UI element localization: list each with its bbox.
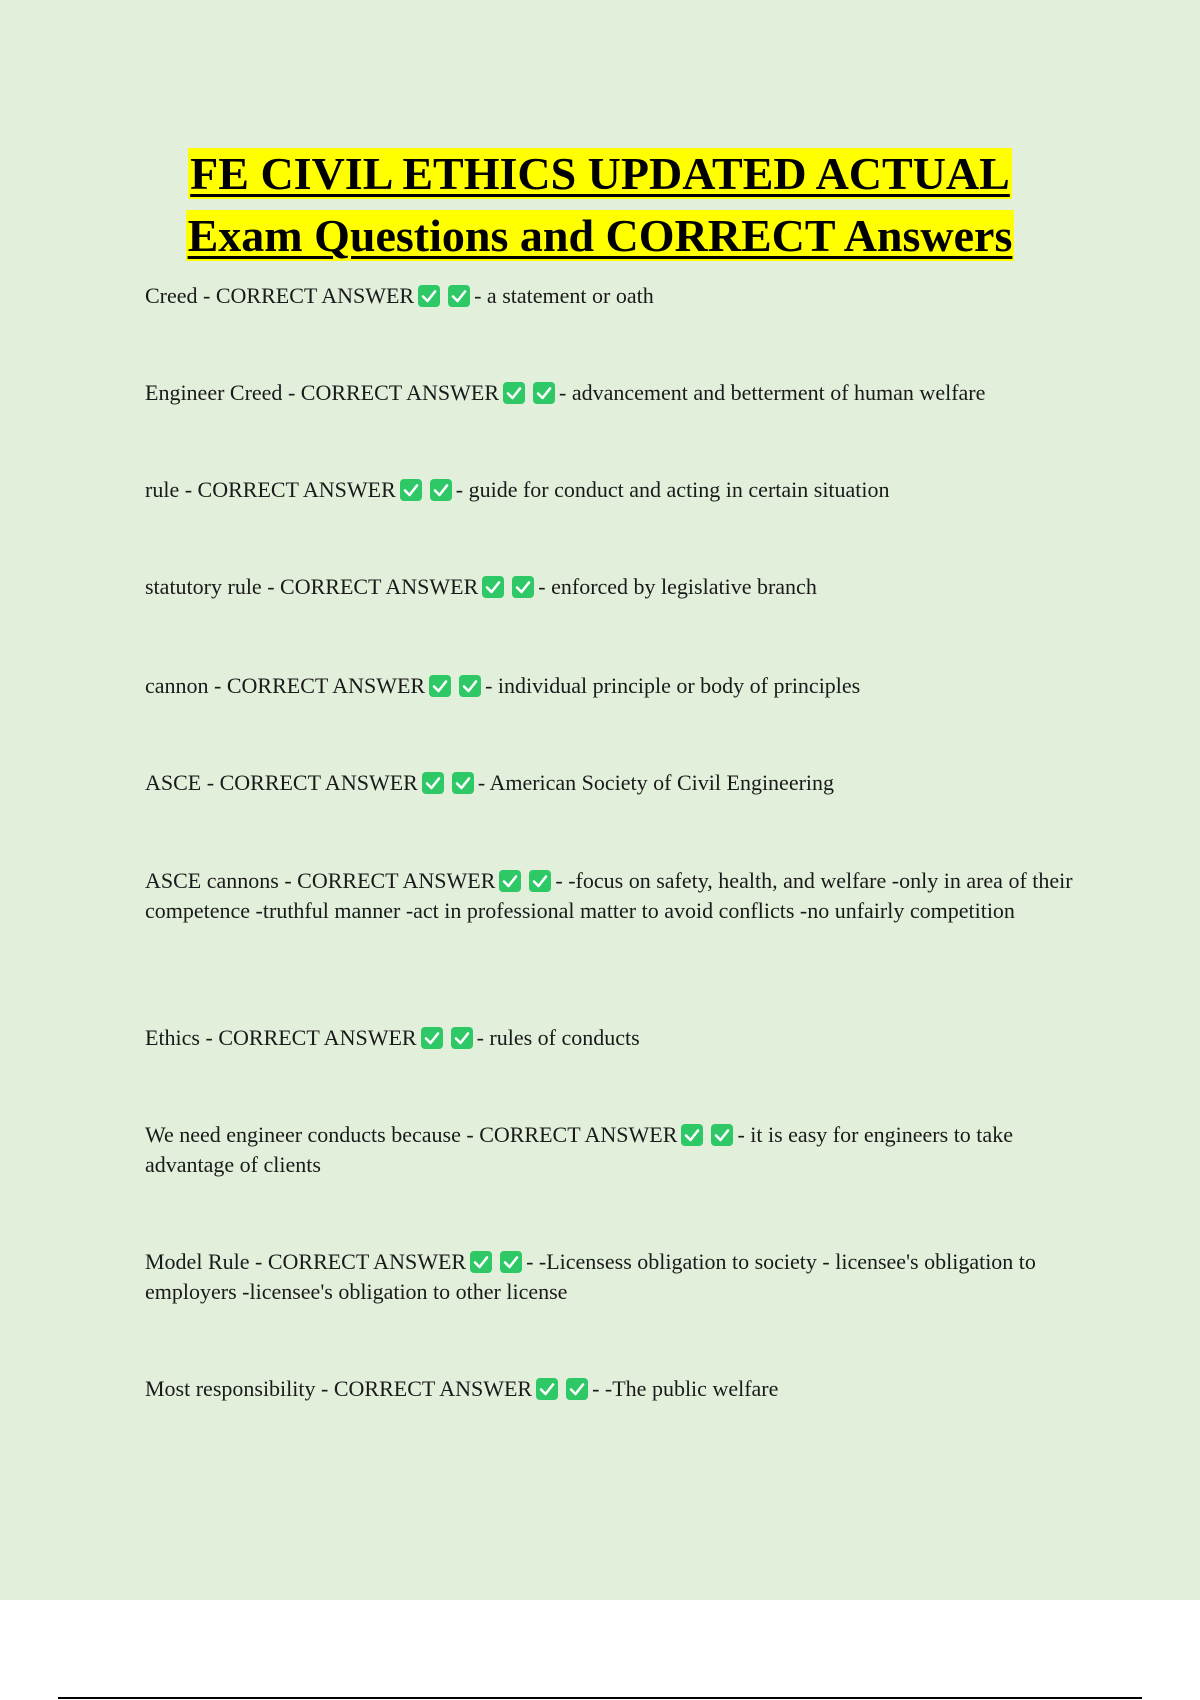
entry-marker: CORRECT ANSWER xyxy=(219,770,418,795)
qa-entry: cannon - CORRECT ANSWER - individual principle or body of principles xyxy=(145,673,861,698)
qa-entry: Ethics - CORRECT ANSWER - rules of conducts xyxy=(145,1025,640,1050)
check-box-icon xyxy=(512,576,534,598)
check-box-icon xyxy=(470,1251,492,1273)
entry-marker: CORRECT ANSWER xyxy=(215,283,415,308)
entry-marker: CORRECT ANSWER xyxy=(226,673,426,698)
entry-term: ASCE cannons xyxy=(145,868,279,893)
entry-answer: - -Licensess obligation to society - licensee's obligation to employers -licensee's obligation to other license xyxy=(145,1249,1036,1304)
title-line-1: FE CIVIL ETHICS UPDATED ACTUAL xyxy=(190,148,1010,199)
check-box-icon xyxy=(430,479,452,501)
check-box-icon xyxy=(452,772,474,794)
entry-answer: - American Society of Civil Engineering xyxy=(477,770,835,795)
check-box-icon xyxy=(451,1027,473,1049)
check-box-icon xyxy=(529,870,551,892)
check-box-icon xyxy=(422,772,444,794)
check-box-icon xyxy=(503,382,525,404)
entry-answer: - it is easy for engineers to take advantage of clients xyxy=(145,1122,1013,1177)
entry-marker: CORRECT ANSWER xyxy=(197,477,396,502)
qa-list xyxy=(145,281,1075,1434)
qa-entry: rule - CORRECT ANSWER - guide for conduct and acting in certain situation xyxy=(145,477,890,502)
entry-answer: - advancement and betterment of human welfare xyxy=(559,380,986,405)
document-title xyxy=(100,143,1100,267)
entry-term: Engineer Creed xyxy=(145,380,283,405)
check-box-icon xyxy=(533,382,555,404)
entry-term: We need engineer conducts because xyxy=(145,1122,461,1147)
qa-entry: Most responsibility - CORRECT ANSWER - -The public welfare xyxy=(145,1376,779,1401)
qa-entry: Model Rule - CORRECT ANSWER - -Licensess obligation to society - licensee's obligation to employers -licensee's obligation to other license xyxy=(145,1249,1036,1304)
check-box-icon xyxy=(711,1124,733,1146)
entry-marker: CORRECT ANSWER xyxy=(297,868,496,893)
entry-term: Ethics xyxy=(145,1025,200,1050)
entry-term: statutory rule xyxy=(145,574,262,599)
check-box-icon xyxy=(400,479,422,501)
entry-answer: - a statement or oath xyxy=(474,283,654,308)
entry-term: ASCE xyxy=(145,770,202,795)
entry-marker: CORRECT ANSWER xyxy=(300,380,500,405)
check-box-icon xyxy=(418,285,440,307)
check-box-icon xyxy=(429,675,451,697)
entry-answer: - rules of conducts xyxy=(476,1025,640,1050)
entry-answer: - enforced by legislative branch xyxy=(538,574,817,599)
qa-entry: We need engineer conducts because - CORRECT ANSWER - it is easy for engineers to take advantage of clients xyxy=(145,1122,1013,1177)
entry-term: Most responsibility xyxy=(145,1376,316,1401)
check-box-icon xyxy=(681,1124,703,1146)
check-box-icon xyxy=(482,576,504,598)
footer-divider xyxy=(58,1697,1142,1699)
check-box-icon xyxy=(500,1251,522,1273)
check-box-icon xyxy=(421,1027,443,1049)
check-box-icon xyxy=(536,1378,558,1400)
entry-answer: - guide for conduct and acting in certain situation xyxy=(455,477,890,502)
entry-term: Creed xyxy=(145,283,198,308)
check-box-icon xyxy=(459,675,481,697)
check-box-icon xyxy=(448,285,470,307)
title-line-2: Exam Questions and CORRECT Answers xyxy=(187,210,1013,261)
entry-answer: - -The public welfare xyxy=(592,1376,779,1401)
check-box-icon xyxy=(499,870,521,892)
entry-term: cannon xyxy=(145,673,209,698)
qa-entry: Creed - CORRECT ANSWER - a statement or oath xyxy=(145,283,654,308)
qa-entry: statutory rule - CORRECT ANSWER - enforced by legislative branch xyxy=(145,574,817,599)
entry-term: rule xyxy=(145,477,180,502)
entry-marker: CORRECT ANSWER xyxy=(479,1122,678,1147)
qa-entry: ASCE cannons - CORRECT ANSWER - -focus on safety, health, and welfare -only in area of their competence -truthful manner -act in professional matter to avoid conflicts -no unfairly competition xyxy=(145,868,1073,923)
entry-term: Model Rule xyxy=(145,1249,250,1274)
entry-marker: CORRECT ANSWER xyxy=(218,1025,417,1050)
qa-entry: Engineer Creed - CORRECT ANSWER - advancement and betterment of human welfare xyxy=(145,380,986,405)
entry-answer: - individual principle or body of principles xyxy=(485,673,861,698)
qa-entry: ASCE - CORRECT ANSWER - American Society of Civil Engineering xyxy=(145,770,835,795)
entry-marker: CORRECT ANSWER xyxy=(333,1376,533,1401)
entry-marker: CORRECT ANSWER xyxy=(280,574,479,599)
entry-marker: CORRECT ANSWER xyxy=(267,1249,467,1274)
entry-answer: - -focus on safety, health, and welfare -only in area of their competence -truthful manner -act in professional matter to avoid conflicts -no unfairly competition xyxy=(145,868,1073,923)
check-box-icon xyxy=(566,1378,588,1400)
